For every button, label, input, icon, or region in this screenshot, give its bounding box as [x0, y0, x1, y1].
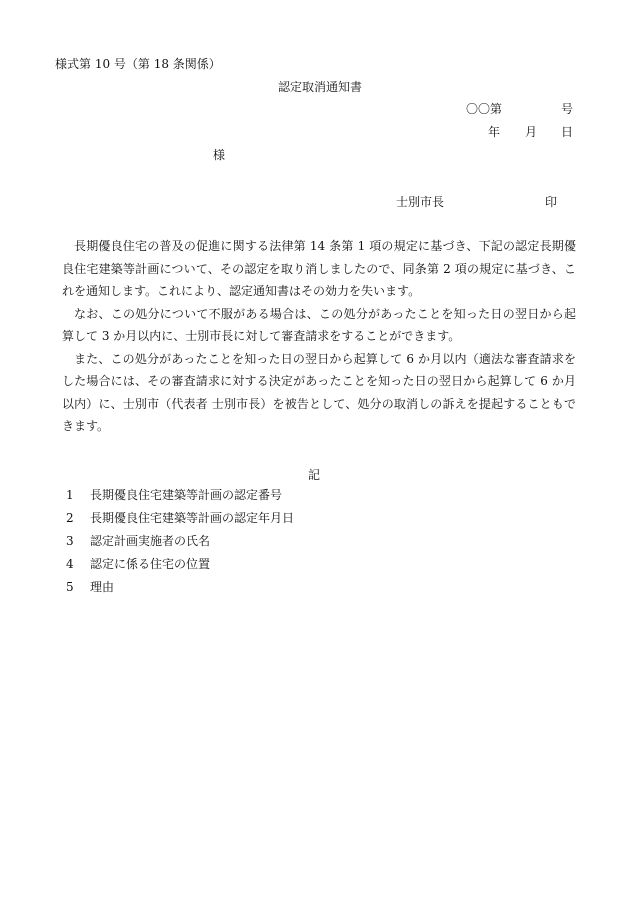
document-number-suffix: 号 [561, 102, 574, 116]
item-number: 2 [66, 511, 74, 525]
sender-name: 士別市長 [396, 195, 445, 209]
notice-body [62, 235, 576, 438]
seal-mark: 印 [545, 195, 558, 209]
document-number-prefix: 〇〇第 [466, 102, 503, 116]
date-month-label: 月 [525, 125, 538, 139]
body-paragraph: なお、この処分について不服がある場合は、この処分があったことを知った日の翌日から起算して 3 か月以内に、士別市長に対して審査請求をすることができます。 [62, 306, 576, 343]
notice-item-list [66, 487, 294, 602]
notice-heading: 記 [308, 468, 321, 482]
item-number: 4 [66, 557, 74, 571]
item-label: 長期優良住宅建築等計画の認定年月日 [90, 511, 295, 525]
item-label: 長期優良住宅建築等計画の認定番号 [90, 488, 283, 502]
item-number: 1 [66, 488, 74, 502]
item-number: 5 [66, 580, 74, 594]
document-title: 認定取消通知書 [278, 80, 363, 94]
item-label: 認定計画実施者の氏名 [90, 534, 211, 548]
date-day-label: 日 [561, 125, 574, 139]
addressee-honorific: 様 [213, 148, 226, 162]
body-paragraph: また、この処分があったことを知った日の翌日から起算して 6 か月以内（適法な審査請求をした場合には、その審査請求に対する決定があったことを知った日の翌日から起算して 6 か月以内）に、士別市（代表者 士別市長）を被告として、処分の取消しの訴えを提起することもできます。 [62, 351, 576, 433]
list-item [66, 487, 294, 510]
list-item [66, 510, 294, 533]
date-year-label: 年 [488, 125, 501, 139]
form-number: 様式第 10 号（第 18 条関係） [55, 57, 221, 71]
item-number: 3 [66, 534, 74, 548]
list-item [66, 556, 294, 579]
list-item [66, 533, 294, 556]
item-label: 認定に係る住宅の位置 [90, 557, 211, 571]
body-paragraph: 長期優良住宅の普及の促進に関する法律第 14 条第 1 項の規定に基づき、下記の認定長期優良住宅建築等計画について、その認定を取り消しましたので、同条第 2 項の規定に基づき、これを通知します。これにより、認定通知書はその効力を失います。 [62, 239, 576, 298]
list-item [66, 579, 294, 602]
item-label: 理由 [90, 580, 115, 594]
